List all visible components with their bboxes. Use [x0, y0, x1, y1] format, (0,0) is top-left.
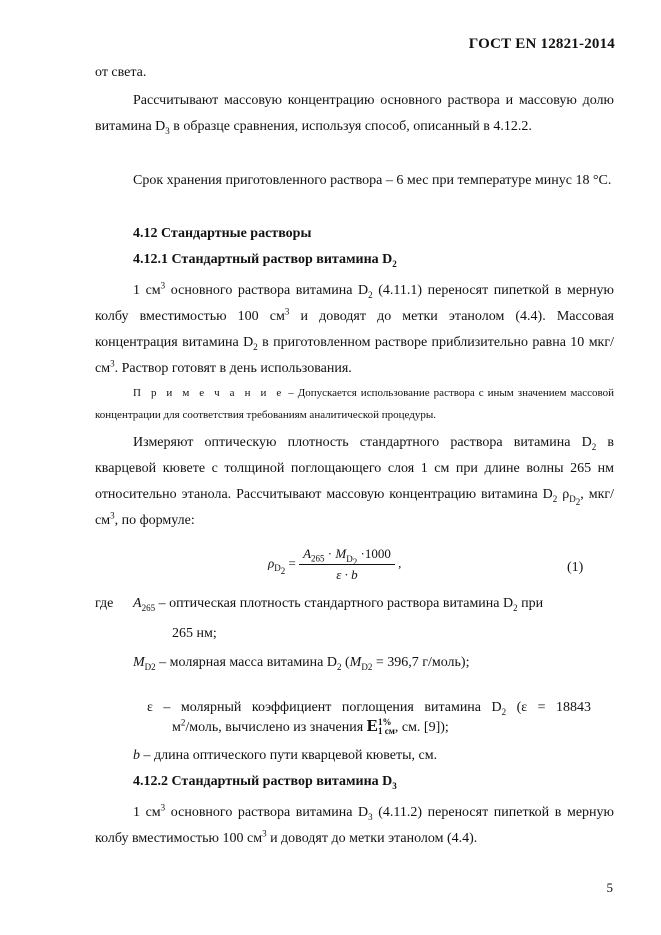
superscript: 2	[180, 717, 186, 728]
superscript: 3	[160, 802, 166, 813]
heading-text: 4.12.1 Стандартный раствор витамина D	[133, 252, 393, 267]
paragraph-d2-preparation	[95, 278, 614, 382]
text-fragment: . Раствор готовят в день использования.	[114, 361, 352, 376]
text-fragment: 1 см	[133, 283, 161, 298]
subscript: D2	[361, 661, 373, 672]
formula-M: M	[335, 546, 347, 561]
formula-A: A	[303, 546, 312, 561]
paragraph-continuation	[95, 60, 614, 86]
text-fragment: – длина оптического пути кварцевой кюветы, см.	[140, 748, 438, 763]
text-fragment: и доводят до метки этанолом (4.4). Массовая концентрация витамина D	[95, 309, 614, 350]
superscript: 3	[284, 306, 290, 317]
formula-fraction	[299, 546, 395, 583]
sub-subscript: 2	[575, 496, 581, 507]
subscript: 2	[368, 289, 373, 300]
text-fragment: в приготовленном растворе приблизительно равна 10 мкг/см	[95, 335, 614, 376]
sub-subscript: 2	[352, 556, 358, 567]
text-fragment: (	[341, 655, 350, 670]
superscript: 3	[110, 510, 115, 521]
subscript: 1 см	[377, 726, 395, 737]
text-fragment: , см. [9]);	[394, 720, 449, 735]
note-label: П р и м е ч а н и е	[133, 387, 285, 399]
symbol-M: M	[133, 655, 145, 670]
section-heading-4-12-2	[133, 774, 397, 790]
text-fragment: основного раствора витамина D	[165, 805, 369, 820]
subscript-text: D	[274, 563, 281, 574]
where-item-path-length	[133, 748, 437, 764]
text-fragment: м	[172, 720, 181, 735]
page-number: 5	[606, 880, 613, 895]
paragraph-calc-reference	[95, 88, 614, 140]
document-header-id: ГОСТ EN 12821-2014	[468, 36, 615, 52]
extinction-indices	[378, 718, 395, 736]
subscript: 3	[392, 780, 397, 791]
where-item-a265	[133, 596, 543, 612]
formula-rho: ρ	[268, 555, 275, 571]
subscript-text: D	[569, 493, 576, 504]
subscript: 265	[311, 553, 325, 564]
subscript: 2	[501, 706, 507, 717]
where-item-epsilon-cont	[172, 716, 449, 736]
text-fragment: основного раствора витамина D	[165, 283, 369, 298]
subscript: 2	[392, 258, 397, 269]
subscript: D2	[144, 661, 156, 672]
text-fragment: Измеряют оптическую плотность стандартного раствора витамина D	[133, 435, 592, 450]
symbol-E: E	[366, 716, 378, 735]
subscript	[346, 553, 358, 567]
subscript-text: D	[346, 553, 353, 564]
section-heading-4-12-1	[133, 252, 397, 268]
subscript: 2	[513, 602, 518, 613]
text-fragment: – молярная масса витамина D	[155, 655, 337, 670]
formula-equals: =	[285, 555, 300, 571]
text-fragment: (4.11.1) переносят пипеткой в мерную колбу вместимостью 100 см	[95, 283, 614, 324]
formula-1	[268, 546, 401, 583]
subscript: 3	[368, 811, 373, 822]
subscript: 3	[165, 125, 170, 136]
paragraph-storage	[95, 168, 614, 194]
paragraph-optical-density	[95, 430, 614, 534]
where-item-molar-mass	[133, 655, 469, 671]
text-fragment: , по формуле:	[114, 513, 195, 528]
formula-dot: ·	[324, 546, 336, 561]
subscript: 2	[552, 493, 558, 504]
superscript: 1%	[377, 717, 392, 728]
formula-rho-subscript	[274, 563, 286, 576]
text-fragment: = 396,7 г/моль);	[372, 655, 470, 670]
text-fragment: Срок хранения приготовленного раствора – 6 мес при температуре минус 18 °С.	[133, 173, 612, 188]
symbol-b: b	[133, 748, 140, 763]
superscript: 3	[110, 358, 115, 369]
formula-numerator	[299, 546, 395, 565]
text-fragment: в образце сравнения, используя способ, описанный в 4.12.2.	[169, 119, 532, 134]
text-fragment: ρ	[557, 487, 570, 502]
superscript: 3	[160, 280, 166, 291]
text-fragment: – оптическая плотность стандартного раствора витамина D	[155, 596, 514, 611]
heading-text: 4.12.2 Стандартный раствор витамина D	[133, 774, 393, 789]
text-fragment: , мкг/см	[95, 487, 614, 528]
text-fragment: ε – молярный коэффициент поглощения витамина D	[147, 700, 502, 715]
note-text: – Допускается использование раствора с иным значением массовой концентрации для соответствия требованиям аналитической процедуры.	[95, 387, 614, 421]
note-paragraph	[95, 382, 614, 426]
symbol-A: A	[133, 596, 142, 611]
text-fragment: /моль, вычислено из значения	[185, 720, 367, 735]
where-item-a265-cont: 265 нм;	[172, 626, 217, 641]
formula-denominator	[299, 565, 395, 583]
equation-number: (1)	[567, 560, 584, 575]
text-fragment: Рассчитывают массовую концентрацию основного раствора и массовую долю витамина D	[95, 93, 614, 134]
text-fragment: (4.11.2) переносят пипеткой в мерную колбу вместимостью 100 см	[95, 805, 614, 846]
extinction-symbol	[367, 716, 395, 735]
text-fragment: в кварцевой кювете с толщиной поглощающего слоя 1 см при длине волны 265 нм относительно этанола. Рассчитывают массовую концентрацию витамина D	[95, 435, 614, 502]
text-fragment: (ε = 18843	[506, 700, 592, 715]
sub-subscript: 2	[280, 565, 286, 576]
formula-denominator-text: ε · b	[336, 567, 358, 582]
text-fragment: 1 см	[133, 805, 161, 820]
subscript: 265	[141, 602, 156, 613]
subscript: 2	[591, 441, 597, 452]
subscript: 2	[253, 341, 258, 352]
formula-comma: ,	[394, 555, 402, 571]
superscript: 3	[262, 828, 267, 839]
section-heading-4-12: 4.12 Стандартные растворы	[133, 226, 312, 241]
paragraph-d3-preparation	[95, 800, 614, 852]
subscript: 2	[336, 661, 342, 672]
text-fragment: и доводят до метки этанолом (4.4).	[266, 831, 478, 846]
subscript	[569, 493, 581, 507]
where-label: где	[95, 596, 114, 611]
symbol-M: M	[349, 655, 362, 670]
text-fragment: при	[517, 596, 544, 611]
text-fragment: от света.	[95, 65, 147, 80]
formula-dot: ·1000	[357, 546, 391, 561]
